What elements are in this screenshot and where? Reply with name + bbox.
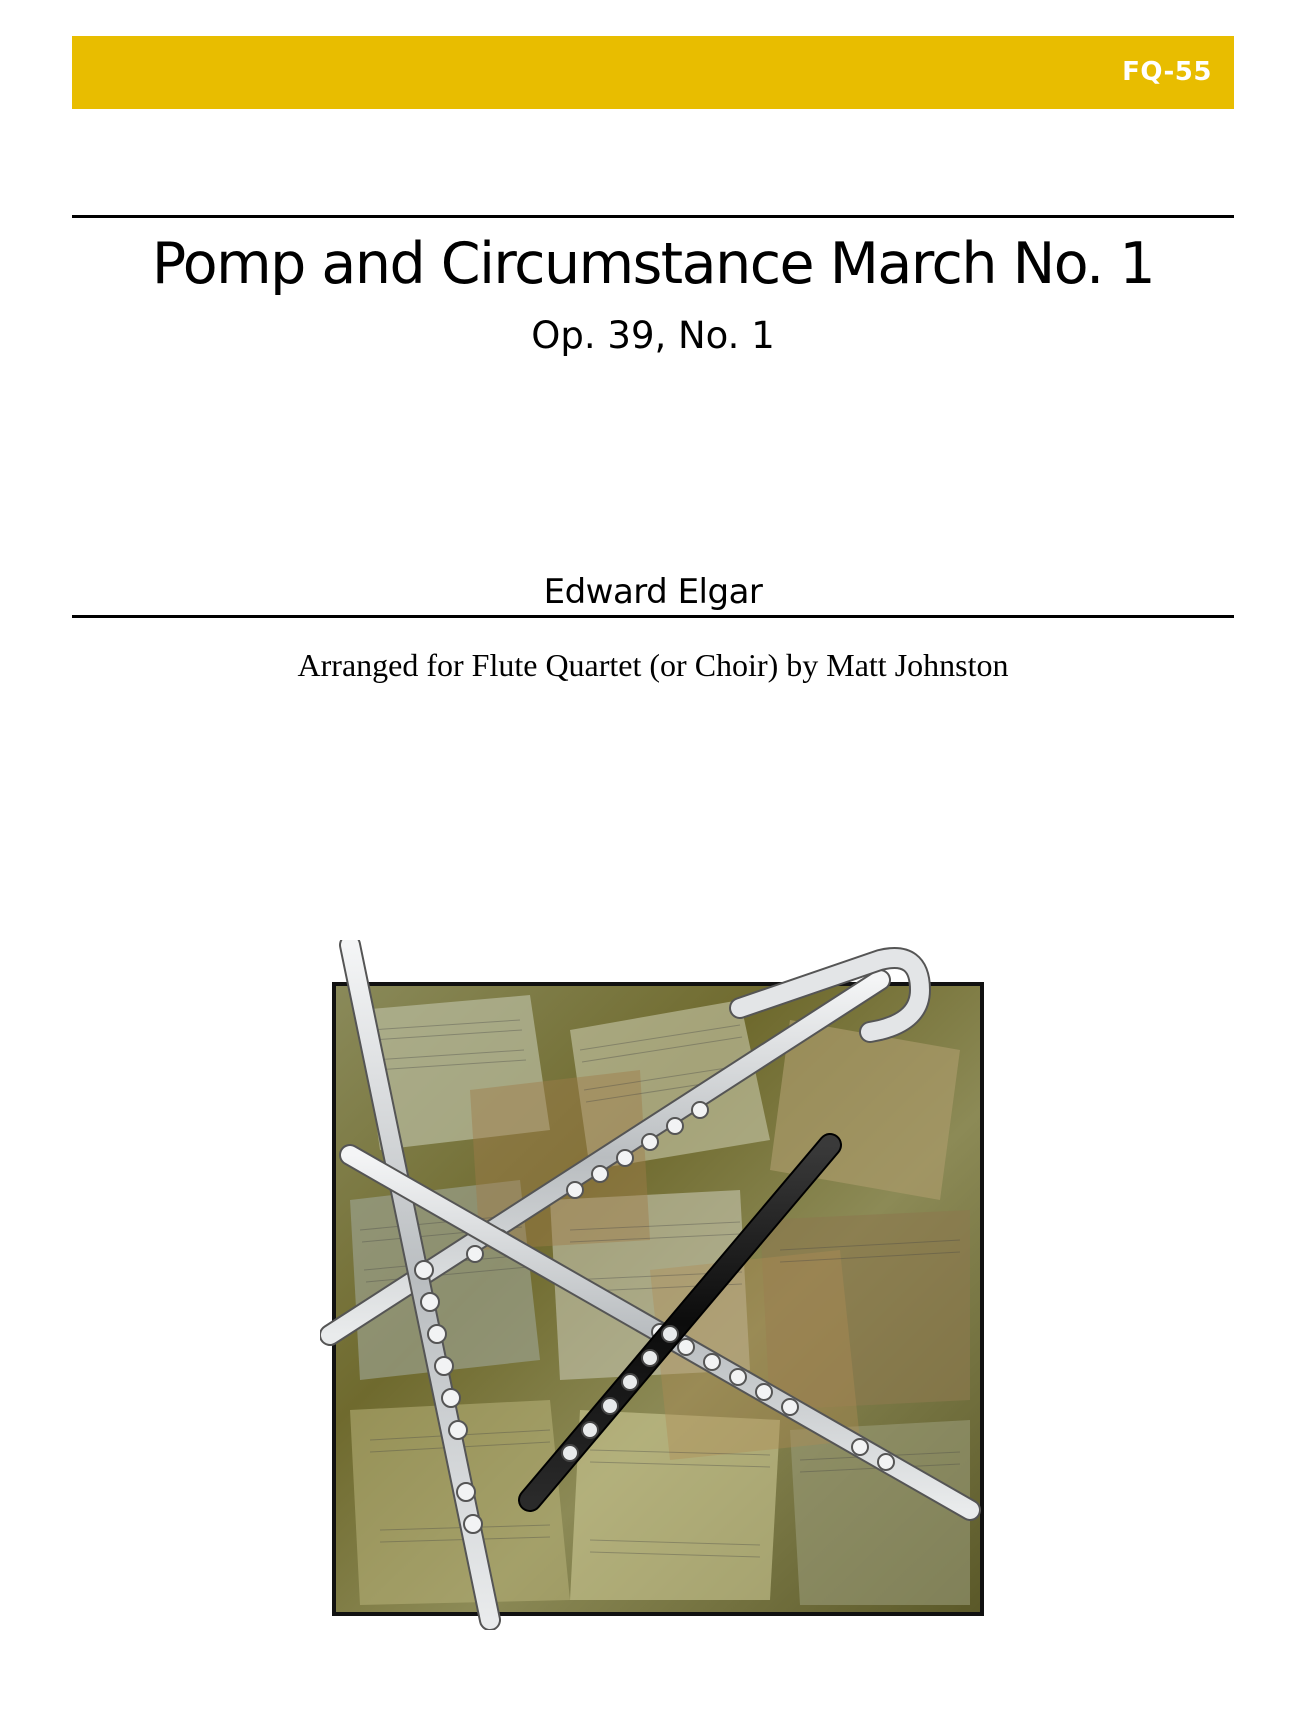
- opus-number: Op. 39, No. 1: [531, 314, 775, 357]
- arranger-credit: Arranged for Flute Quartet (or Choir) by Matt Johnston: [297, 647, 1009, 683]
- composer-name: Edward Elgar: [543, 572, 763, 612]
- top-divider: [72, 215, 1234, 218]
- catalog-code: FQ-55: [1122, 57, 1212, 87]
- catalog-bar: [72, 36, 1234, 109]
- page-title: Pomp and Circumstance March No. 1: [151, 231, 1155, 297]
- composer-divider: [72, 615, 1234, 618]
- cover-illustration: [320, 940, 1000, 1630]
